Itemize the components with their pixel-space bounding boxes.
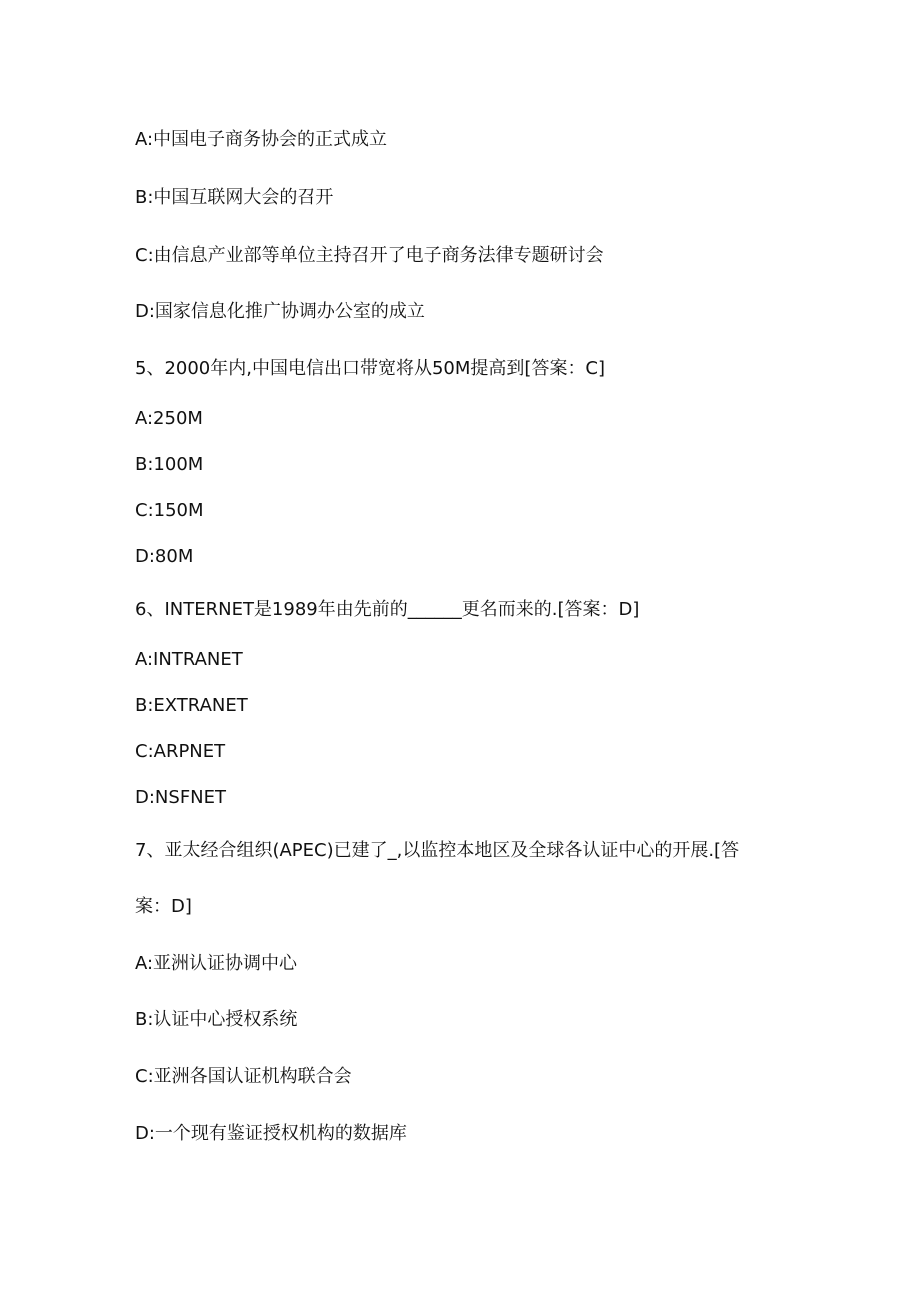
q4-option-c: C:由信息产业部等单位主持召开了电子商务法律专题研讨会: [135, 245, 604, 266]
q6-option-d: D:NSFNET: [135, 787, 227, 808]
q5-question: 5、2000年内,中国电信出口带宽将从50M提高到[答案：C]: [135, 358, 606, 379]
q6-option-c: C:ARPNET: [135, 741, 226, 762]
q4-option-a: A:中国电子商务协会的正式成立: [135, 129, 388, 150]
q5-option-c: C:150M: [135, 500, 204, 521]
q7-question-line2: 案：D]: [135, 896, 192, 917]
q7-option-a: A:亚洲认证协调中心: [135, 953, 298, 974]
q4-option-b: B:中国互联网大会的召开: [135, 187, 334, 208]
q6-option-b: B:EXTRANET: [135, 695, 248, 716]
q7-question-line1: 7、亚太经合组织(APEC)已建了_,以监控本地区及全球各认证中心的开展.[答: [135, 840, 740, 861]
q5-option-b: B:100M: [135, 454, 204, 475]
q5-option-a: A:250M: [135, 408, 203, 429]
q7-option-b: B:认证中心授权系统: [135, 1009, 298, 1030]
q7-option-d: D:一个现有鉴证授权机构的数据库: [135, 1123, 407, 1144]
q6-option-a: A:INTRANET: [135, 649, 243, 670]
q7-option-c: C:亚洲各国认证机构联合会: [135, 1066, 352, 1087]
q4-option-d: D:国家信息化推广协调办公室的成立: [135, 301, 425, 322]
q6-question: 6、INTERNET是1989年由先前的______更名而来的.[答案：D]: [135, 599, 640, 620]
q5-option-d: D:80M: [135, 546, 194, 567]
